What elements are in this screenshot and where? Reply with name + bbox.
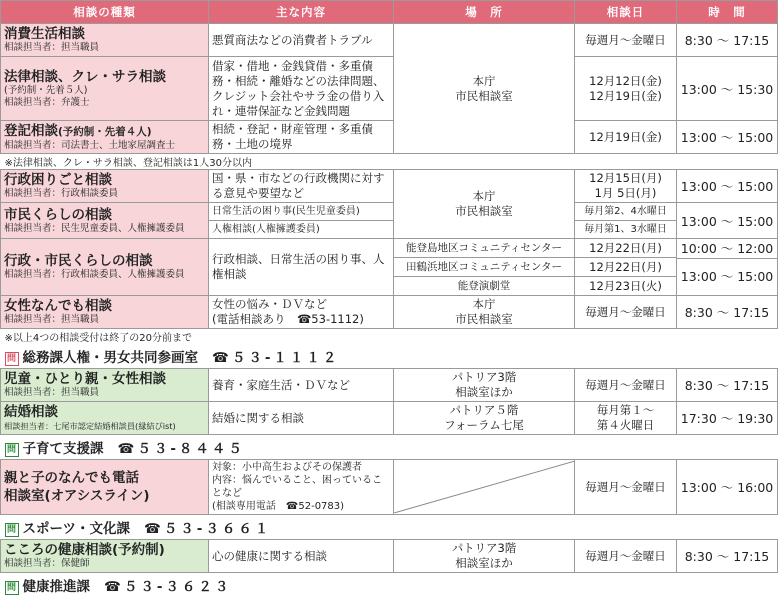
place-cell — [394, 170, 575, 239]
inquiry-icon: 問 — [5, 581, 19, 595]
day-cell: 12月19日(金) — [575, 121, 677, 154]
time-cell: 13:00 ～ 15:00 — [677, 121, 778, 154]
place-cell: パトリア５階 フォーラム七尾 — [394, 402, 575, 435]
table-row — [1, 57, 778, 121]
time-cell: 13:00 ～ 15:00 — [677, 203, 778, 239]
category-cell — [1, 460, 209, 515]
category-title-sub: (予約制・先着４人) — [58, 125, 152, 138]
table-row — [1, 239, 778, 296]
time-cell: 8:30 ～ 17:15 — [677, 24, 778, 57]
table-row — [1, 369, 778, 402]
day-cell: 毎週月～金曜日 — [575, 369, 677, 402]
dept-name: 総務課人権・男女共同参画室 — [22, 350, 198, 366]
category-staff: 相談担当者：担当職員 — [4, 42, 100, 53]
dept-name: 健康推進課 — [22, 579, 90, 595]
table-row — [1, 24, 778, 57]
header-place: 場 所 — [394, 1, 575, 24]
dept-phone: ☎５３-８４４５ — [117, 441, 245, 457]
dept-row — [1, 344, 778, 369]
table-row — [1, 402, 778, 435]
day-text: 12月22日(月) — [589, 241, 662, 255]
place-cell: 本庁 市民相談室 — [394, 296, 575, 329]
note-row — [1, 329, 778, 345]
inquiry-icon: 問 — [5, 352, 19, 366]
category-title: 消費生活相談 — [4, 26, 85, 42]
category-staff: 相談担当者：七尾市認定結婚相談員(縁結びist) — [4, 421, 176, 431]
content-cell: 日常生活の困り事(民生児童委員) — [209, 203, 394, 221]
place-text: 田鶴浜地区コミュニティセンター — [394, 257, 574, 276]
content-cell: 養育・家庭生活・ＤＶなど — [209, 369, 394, 402]
dept-name: 子育て支援課 — [22, 441, 104, 457]
place-text: 能登島地区コミュニティセンター — [405, 242, 563, 254]
table-row — [1, 540, 778, 573]
day-cell: 毎月第2、4水曜日 — [575, 203, 677, 221]
day-text: 12月22日(月) — [575, 257, 676, 276]
header-type: 相談の種類 — [1, 1, 209, 24]
day-cell: 12月15日(月) 1月 5日(月) — [575, 170, 677, 203]
dept-row — [1, 435, 778, 460]
content-cell: 心の健康に関する相談 — [209, 540, 394, 573]
header-time: 時 間 — [677, 1, 778, 24]
time-cell: 13:00 ～ 15:00 — [677, 170, 778, 203]
day-cell: 毎月第１～ 第４火曜日 — [575, 402, 677, 435]
table-row — [1, 296, 778, 329]
table-row — [1, 203, 778, 221]
day-text: 12月23日(火) — [575, 276, 676, 295]
category-cell — [1, 203, 209, 239]
category-cell — [1, 402, 209, 435]
category-cell — [1, 170, 209, 203]
dept-row — [1, 573, 778, 598]
category-cell — [1, 369, 209, 402]
content-cell: 人権相談(人権擁護委員) — [209, 221, 394, 239]
inquiry-icon: 問 — [5, 523, 19, 537]
time-cell: 8:30 ～ 17:15 — [677, 540, 778, 573]
category-staff: 相談担当者：行政相談委員 — [4, 188, 119, 199]
dept-row — [1, 515, 778, 540]
day-cell: 毎週月～金曜日 — [575, 540, 677, 573]
category-cell — [1, 540, 209, 573]
content-cell: 女性の悩み・ＤＶなど (電話相談あり ☎53-1112) — [209, 296, 394, 329]
place-cell-empty — [394, 460, 575, 515]
content-cell: 行政相談、日常生活の困り事、人権相談 — [209, 239, 394, 296]
category-title: 結婚相談 — [4, 404, 58, 420]
table-row — [1, 460, 778, 515]
category-staff: 相談担当者：担当職員 — [4, 387, 100, 398]
time-cell: 13:00 ～ 16:00 — [677, 460, 778, 515]
dept-name: スポーツ・文化課 — [22, 521, 130, 537]
content-cell: 借家・借地・金銭貸借・多重債務・相続・離婚などの法律問題、クレジット会社やサラ金の借り入れ・連帯保証など金銭問題 — [209, 57, 394, 121]
time-cell: 8:30 ～ 17:15 — [677, 369, 778, 402]
dept-phone: ☎５３-１１１２ — [212, 350, 340, 366]
content-cell: 悪質商法などの消費者トラブル — [209, 24, 394, 57]
content-cell: 国・県・市などの行政機関に対する意見や要望など — [209, 170, 394, 203]
category-title: 行政困りごと相談 — [4, 172, 112, 188]
day-cell — [575, 239, 677, 296]
category-cell — [1, 239, 209, 296]
category-title: 法律相談、クレ・サラ相談 — [4, 68, 166, 85]
time-text: 10:00 ～ 12:00 — [680, 241, 774, 256]
content-cell: 相続・登記・財産管理・多重債務・土地の境界 — [209, 121, 394, 154]
day-cell: 毎週月～金曜日 — [575, 24, 677, 57]
category-title-main: 登記相談 — [4, 122, 58, 139]
category-staff: 相談担当者：保健師 — [4, 558, 90, 569]
time-text: 13:00 ～ 15:00 — [677, 258, 777, 294]
category-title: 児童・ひとり親・女性相談 — [4, 371, 166, 387]
table-row — [1, 170, 778, 203]
contact-dept — [1, 515, 778, 540]
content-cell: 対象：小中高生およびその保護者 内容：悩んでいること、困っていることなど (相談専用電話 ☎52-0783) — [209, 460, 394, 515]
day-cell: 毎週月～金曜日 — [575, 460, 677, 515]
time-cell: 13:00 ～ 15:30 — [677, 57, 778, 121]
category-title: 行政・市民くらしの相談 — [4, 253, 153, 269]
day-cell: 毎月第1、3水曜日 — [575, 221, 677, 239]
category-cell — [1, 57, 209, 121]
slash-line — [394, 461, 575, 513]
category-title: こころの健康相談(予約制) — [4, 542, 165, 558]
dept-phone: ☎５３-３６６１ — [143, 521, 272, 537]
place-cell — [394, 239, 575, 296]
inquiry-icon: 問 — [5, 443, 19, 457]
category-title: 市民くらしの相談 — [4, 206, 112, 223]
day-cell: 12月12日(金) 12月19日(金) — [575, 57, 677, 121]
place-cell: パトリア3階 相談室ほか — [394, 369, 575, 402]
category-note: (予約制・先着５人) — [4, 84, 88, 96]
section-note: ※法律相談、クレ・サラ相談、登記相談は1人30分以内 — [1, 154, 778, 170]
category-staff: 相談担当者：行政相談委員、人権擁護委員 — [4, 269, 185, 280]
time-cell — [677, 239, 778, 296]
day-cell: 毎週月～金曜日 — [575, 296, 677, 329]
header-day: 相談日 — [575, 1, 677, 24]
category-cell — [1, 296, 209, 329]
category-cell — [1, 121, 209, 154]
table-row — [1, 121, 778, 154]
place-cell: パトリア3階 相談室ほか — [394, 540, 575, 573]
category-title: 女性なんでも相談 — [4, 298, 112, 314]
content-cell: 結婚に関する相談 — [209, 402, 394, 435]
contact-dept — [1, 435, 778, 460]
contact-dept — [1, 344, 778, 369]
table-header — [1, 1, 778, 24]
place-text: 本庁 市民相談室 — [455, 73, 513, 103]
category-staff: 相談担当者：民生児童委員、人権擁護委員 — [4, 222, 185, 234]
place-text: 本庁 市民相談室 — [455, 189, 513, 218]
category-staff: 相談担当者：弁護士 — [4, 96, 90, 108]
category-staff: 相談担当者：司法書士、土地家屋調査士 — [4, 139, 176, 151]
time-cell: 8:30 ～ 17:15 — [677, 296, 778, 329]
category-title — [4, 123, 205, 140]
time-cell: 17:30 ～ 19:30 — [677, 402, 778, 435]
contact-dept — [1, 573, 778, 598]
section-note: ※以上4つの相談受付は終了の20分前まで — [1, 329, 778, 345]
header-content: 主な内容 — [209, 1, 394, 24]
place-cell — [394, 24, 575, 154]
note-row — [1, 154, 778, 170]
category-title: 親と子のなんでも電話 相談室(オアシスライン) — [4, 470, 150, 504]
dept-phone: ☎５３-３６２３ — [104, 579, 232, 595]
category-cell — [1, 24, 209, 57]
place-text: 能登演劇堂 — [394, 276, 574, 295]
category-staff: 相談担当者：担当職員 — [4, 314, 100, 325]
